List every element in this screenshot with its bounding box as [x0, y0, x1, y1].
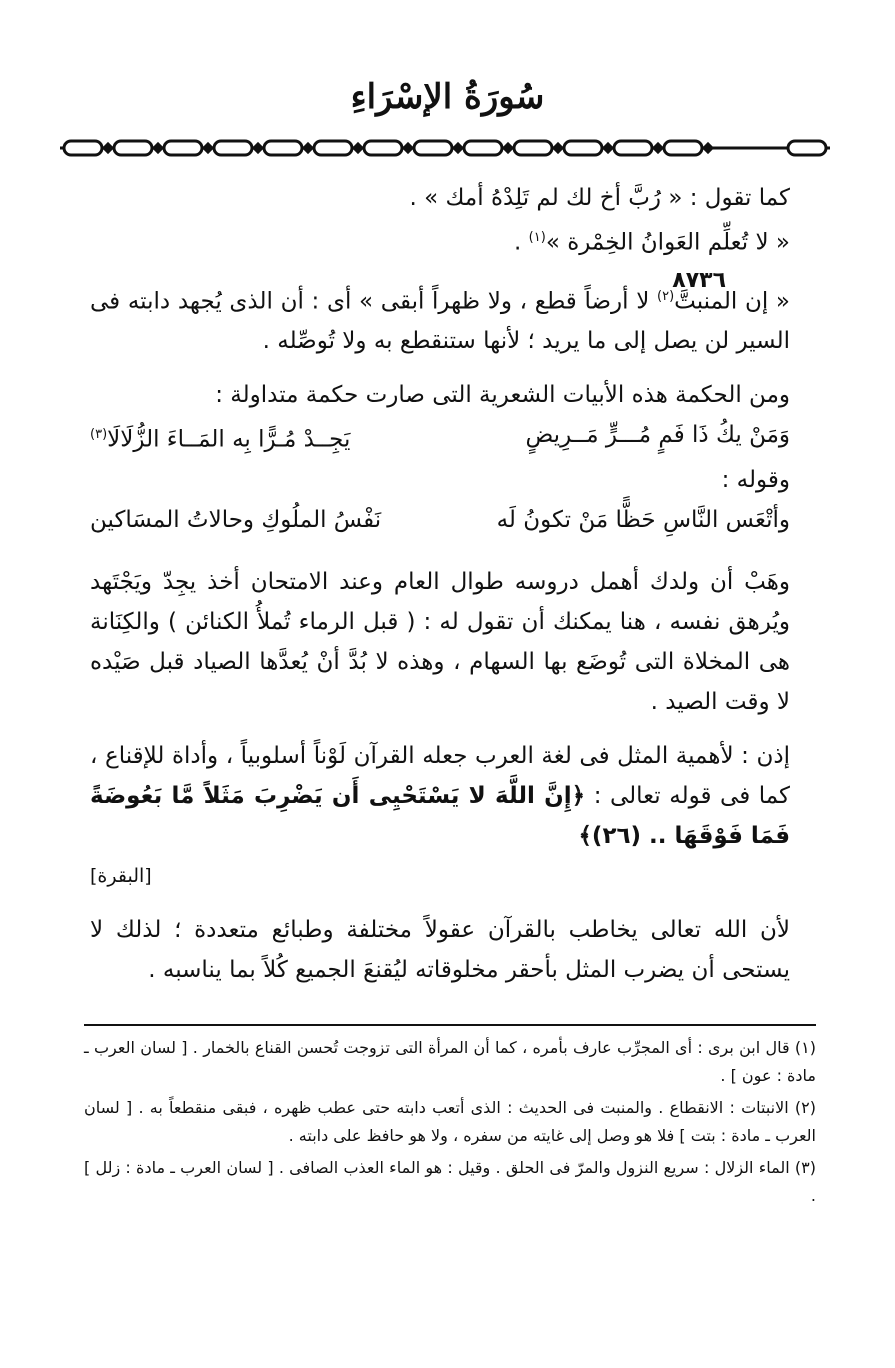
- verse-first-hemistich: وَمَنْ يكُ ذَا فَمٍ مُـــرٍّ مَــرِيضٍ: [525, 422, 790, 449]
- paragraph: وقوله :: [721, 466, 790, 493]
- paragraph-text: إذن : لأهمية المثل فى لغة العرب جعله القرآن لَوْناً أسلوبياً ، وأداة للإقناع ، كما فى قوله تعالى :: [90, 742, 790, 809]
- chain-border-icon: [60, 133, 830, 163]
- footnote: (١) قال ابن برى : أى المجرِّب عارف بأمره ، كما أن المرأة التى تزوجت تُحسن القناع بالخمار . [ لسان العرب ـ مادة : عون ] .: [84, 1038, 816, 1085]
- poetry-verse: [90, 500, 790, 540]
- footnote-marker: (٢): [657, 288, 675, 304]
- paragraph: [90, 736, 790, 856]
- paragraph: كما تقول : « رُبَّ أخ لك لم تَلِدْهُ أمك » .: [409, 185, 790, 211]
- proverb-start: « إن المنبتَّ: [674, 288, 791, 315]
- footnote: (٣) الماء الزلال : سريع النزول والمرّ فى الحلق . وقيل : هو الماء العذب الصافى . [ لسان العرب ـ مادة : زلل ] .: [84, 1158, 816, 1205]
- surah-reference: [البقرة]: [90, 864, 152, 887]
- paragraph: لأن الله تعالى يخاطب بالقرآن عقولاً مختلفة وطبائع متعددة ؛ لذلك لا يستحى أن يضرب المثل بأحقر مخلوقاته ليُقنعَ الجميع كُلاً بما يناسبه .: [90, 916, 790, 983]
- paragraph: وهَبْ أن ولدك أهمل دروسه طوال العام وعند الامتحان أخذ يجِدّ ويَجْتَهد ويُرهق نفسه ، هنا يمكنك أن تقول له : ( قبل الرماء تُملأُ الكنائن ) والكِنَانة هى المخلاة التى تُوضَع بها السهام ، وهذه لا بُدَّ أنْ يُعدَّها الصياد قبل صَيْده لا وقت الصيد .: [90, 568, 790, 715]
- reference-row: [90, 856, 790, 896]
- verse-second-hemistich: نَفْسُ الملُوكِ وحالاتُ المسَاكين: [90, 506, 382, 533]
- paragraph: [90, 277, 790, 362]
- footnote-marker: (١): [528, 230, 546, 245]
- page-number: ٨٧٣٦: [668, 266, 730, 296]
- poetry-verse: [90, 415, 790, 460]
- footnote: (٢) الانبتات : الانقطاع . والمنبت فى الحديث : الذى أتعب دابته حتى عطب ظهره ، فبقى منقطعاً به . [ لسان العرب ـ مادة : بتت ] فلا هو وصل إلى غايته من سفره ، ولا هو حافظ على دابته .: [84, 1098, 816, 1145]
- verse-text: يَجِــدْ مُـرًّا بِه المَــاءَ الزُّلَالَا: [107, 426, 351, 453]
- verse-first-hemistich: وأتْعَس النَّاسِ حَظًّا مَنْ تكونُ لَه: [496, 506, 790, 533]
- verse-second-hemistich: [90, 415, 350, 460]
- paragraph-text: لا أرضاً قطع ، ولا ظهراً أبقى » أى : أن الذى يُجهد دابته فى السير لن يصل إلى ما يريد ؛ لأنها ستنقطع به ولا تُوصِّله .: [90, 288, 790, 355]
- quran-verse: ﴿إِنَّ اللَّهَ لا يَسْتَحْيِى أَن يَضْرِبَ مَثَلاً مَّا بَعُوضَةً فَمَا فَوْقَهَا .. (٢٦)﴾: [90, 782, 790, 849]
- main-text: [90, 178, 790, 990]
- paragraph: ومن الحكمة هذه الأبيات الشعرية التى صارت حكمة متداولة :: [215, 382, 790, 409]
- punctuation: .: [514, 229, 522, 256]
- footnote-separator: [84, 1024, 816, 1026]
- footnote-marker: (٣): [90, 427, 108, 443]
- proverb-text: « لا تُعلِّم العَوانُ الخِمْرة »: [545, 229, 790, 256]
- surah-title: سُورَةُ الإسْرَاءِ: [350, 77, 545, 117]
- proverb-line: [90, 218, 790, 263]
- footnotes: [84, 1034, 816, 1214]
